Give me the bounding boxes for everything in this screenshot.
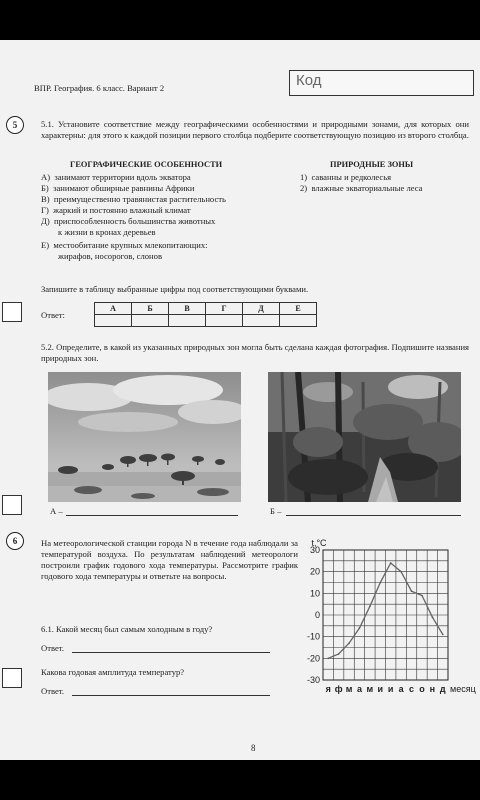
feature-item: жирафов, носорогов, слонов — [58, 251, 162, 261]
feature-item: Г) жаркий и постоянно влажный климат — [41, 205, 191, 215]
temperature-point — [359, 627, 361, 629]
question-6-1: 6.1. Какой месяц был самым холодным в году? — [41, 624, 213, 634]
y-tick-label: -10 — [306, 631, 320, 642]
answer-cell[interactable] — [132, 315, 169, 327]
photo-a-answer-line[interactable] — [66, 515, 238, 516]
letter-header: Б — [132, 303, 169, 315]
answer-cell[interactable] — [206, 315, 243, 327]
features-list — [41, 172, 291, 262]
answer-line[interactable] — [72, 695, 270, 696]
feature-item: Д) приспособленность большинства животных — [41, 216, 216, 226]
score-box — [2, 668, 22, 688]
answer-table — [94, 302, 317, 327]
temperature-point — [411, 590, 413, 592]
page-header-title: ВПР. География. 6 класс. Вариант 2 — [34, 83, 165, 93]
answer-cell[interactable] — [95, 315, 132, 327]
task-5-number: 5 — [6, 116, 24, 134]
answer-label: Ответ: — [41, 310, 65, 320]
letter-header: А — [95, 303, 132, 315]
x-tick-label: и — [387, 684, 394, 694]
worksheet-page — [0, 40, 480, 760]
x-tick-label: д — [439, 684, 446, 694]
x-tick-label: о — [419, 684, 425, 694]
photo-b-answer-line[interactable] — [286, 515, 461, 516]
letter-header: Г — [206, 303, 243, 315]
features-column-title: ГЕОГРАФИЧЕСКИЕ ОСОБЕННОСТИ — [70, 160, 223, 169]
temperature-point — [432, 616, 434, 618]
x-tick-label: а — [398, 684, 404, 694]
feature-item: к жизни в кронах деревьев — [58, 227, 156, 237]
temperature-point — [338, 653, 340, 655]
temperature-point — [442, 634, 444, 636]
x-tick-label: м — [366, 684, 374, 694]
zone-item: 1) саванны и редколесья — [300, 172, 392, 182]
letter-header: В — [169, 303, 206, 315]
temperature-chart — [300, 536, 476, 698]
feature-item: А) занимают территории вдоль экватора — [41, 172, 191, 182]
feature-item: В) преимущественно травянистая растительность — [41, 194, 226, 204]
answer-cell[interactable] — [243, 315, 280, 327]
answer-label: Ответ. — [41, 686, 65, 696]
feature-item: Б) занимают обширные равнины Африки — [41, 183, 195, 193]
task-6-text: На метеорологической станции города N в течение года наблюдали за температурой воздуха. По результатам наблюдений метеорологи построили график годового хода температуры. Рассмотрите график годового хода температуры и ответьте на вопросы. — [41, 538, 298, 581]
savanna-photo — [48, 372, 241, 502]
question-6-2: Какова годовая амплитуда температур? — [41, 667, 185, 677]
x-axis-label: месяц — [450, 684, 476, 694]
y-tick-label: -20 — [306, 653, 320, 664]
kod-field[interactable]: Код — [289, 70, 474, 96]
zones-list — [300, 172, 475, 194]
task-5-intro: 5.1. Установите соответствие между географическими особенностями и природными зонами, для которых они характерны: для этого к каждой позиции первого столбца подберите соответствующую позицию из второго столбца. — [41, 119, 469, 140]
temperature-point — [390, 562, 392, 564]
answer-cell[interactable] — [280, 315, 317, 327]
rainforest-photo — [268, 372, 461, 502]
y-tick-label: -30 — [306, 675, 320, 685]
x-tick-label: я — [325, 684, 331, 694]
temperature-point — [369, 606, 371, 608]
y-tick-label: 0 — [314, 610, 320, 620]
y-tick-label: 30 — [309, 545, 320, 555]
y-axis-label: t,°C — [311, 538, 327, 548]
temperature-point — [379, 582, 381, 584]
zones-column-title: ПРИРОДНЫЕ ЗОНЫ — [330, 160, 414, 169]
task-5-2-text: 5.2. Определите, в какой из указанных природных зон могла быть сделана каждая фотография. Подпишите названия природных зон. — [41, 342, 469, 363]
y-tick-label: 20 — [309, 566, 320, 577]
temperature-point — [348, 642, 350, 644]
answer-cell[interactable] — [169, 315, 206, 327]
task-6-number: 6 — [6, 532, 24, 550]
photo-b-label: Б – — [270, 506, 282, 516]
x-tick-label: с — [409, 684, 415, 694]
temperature-point — [327, 658, 329, 660]
letter-header: Д — [243, 303, 280, 315]
zone-item: 2) влажные экваториальные леса — [300, 183, 423, 193]
x-tick-label: ф — [334, 684, 343, 694]
x-tick-label: и — [377, 684, 384, 694]
y-tick-label: 10 — [309, 588, 320, 599]
x-tick-label: а — [356, 684, 362, 694]
page-number: 8 — [251, 743, 256, 753]
temperature-point — [400, 571, 402, 573]
answer-line[interactable] — [72, 652, 270, 653]
feature-item: Е) местообитание крупных млекопитающих: — [41, 240, 208, 250]
x-tick-label: н — [429, 684, 436, 694]
answer-instruction: Запишите в таблицу выбранные цифры под соответствующими буквами. — [41, 284, 309, 294]
photo-a-label: А – — [50, 506, 63, 516]
score-box — [2, 495, 22, 515]
answer-label: Ответ. — [41, 643, 65, 653]
x-tick-label: м — [345, 684, 353, 694]
temperature-point — [421, 595, 423, 597]
letter-header: Е — [280, 303, 317, 315]
score-box — [2, 302, 22, 322]
